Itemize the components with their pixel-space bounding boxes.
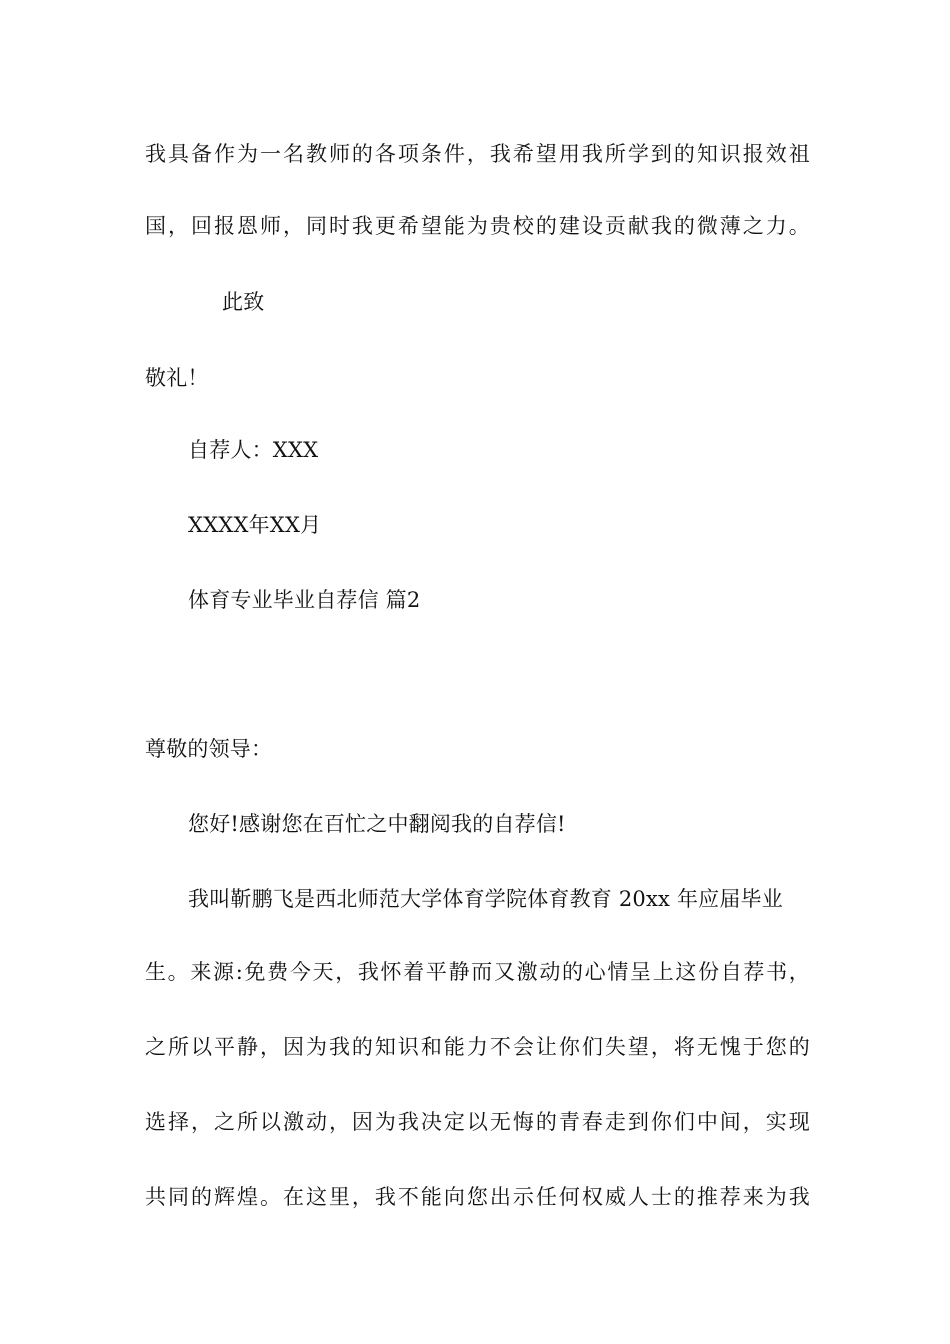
- paragraph-line: 我具备作为一名教师的各项条件，我希望用我所学到的知识报效祖: [145, 142, 810, 166]
- salute-text: 敬礼！: [145, 366, 209, 390]
- body-line-first: 我叫靳鹏飞是西北师范大学体育学院体育教育 20xx 年应届毕业: [188, 887, 783, 911]
- closing-text: 此致: [222, 290, 265, 314]
- opening-line: 您好!感谢您在百忙之中翻阅我的自荐信!: [188, 812, 566, 836]
- body-line: 生。来源:免费今天，我怀着平静而又激动的心情呈上这份自荐书，: [145, 960, 810, 984]
- greeting-line: 尊敬的领导：: [145, 737, 273, 761]
- date-line: XXXX年XX月: [188, 513, 322, 537]
- section-title: 体育专业毕业自荐信 篇2: [188, 588, 421, 612]
- paragraph-line: 国，回报恩师，同时我更希望能为贵校的建设贡献我的微薄之力。: [145, 214, 810, 238]
- signer-line: 自荐人：XXX: [188, 438, 319, 462]
- body-line: 共同的辉煌。在这里，我不能向您出示任何权威人士的推荐来为我: [145, 1185, 810, 1209]
- body-line: 选择，之所以激动，因为我决定以无悔的青春走到你们中间，实现: [145, 1110, 810, 1134]
- body-line: 之所以平静，因为我的知识和能力不会让你们失望，将无愧于您的: [145, 1035, 810, 1059]
